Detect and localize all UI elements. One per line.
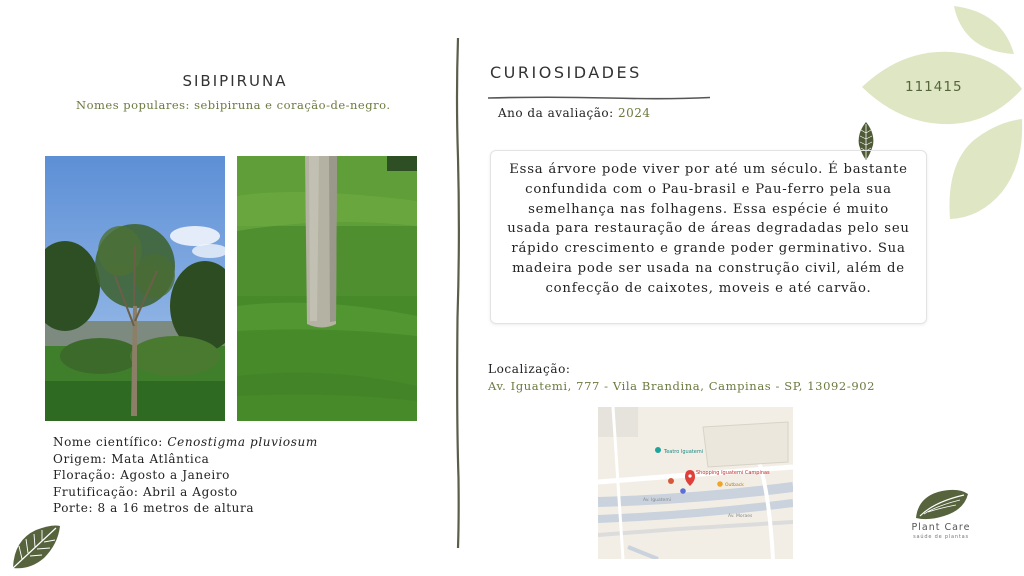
- origin: Origem: Mata Atlântica: [53, 451, 210, 466]
- map-label-road2: Av. Moraes: [728, 514, 753, 519]
- map-label-theater: Teatro Iguatemi: [664, 449, 704, 455]
- curiosities-title: CURIOSIDADES: [490, 63, 642, 82]
- evaluation-year: Ano da avaliação: 2024: [498, 106, 651, 120]
- flowering: Floração: Agosto a Janeiro: [53, 468, 230, 482]
- plant-details: [53, 434, 318, 517]
- scientific-name: Nome científico: Cenostigma pluviosum: [53, 435, 318, 449]
- scientific-name-value: Cenostigma pluviosum: [167, 435, 318, 449]
- map-label-outback: Outback: [725, 483, 744, 488]
- size: Porte: 8 a 16 metros de altura: [53, 501, 255, 515]
- location-map[interactable]: [598, 407, 793, 559]
- tree-photo: [45, 156, 225, 421]
- plant-title: SIBIPIRUNA: [182, 72, 288, 90]
- brand-name: Plant Care: [911, 522, 971, 533]
- curiosities-text: Essa árvore pode viver por até um século. É bastante confundida com o Pau-brasil e Pau-ferro pela sua semelhança nas folhagens. Essa espécie é muito usada para restauração de áreas degradadas pelo seu rápido crescimento e grande poder germinativo. Sua madeira pode ser usada na construção civil, além de confecção de caixotes, moveis e até carvão.: [490, 150, 927, 324]
- trunk-photo: [237, 156, 417, 421]
- evaluation-year-value: 2024: [617, 106, 651, 120]
- fruiting: Frutificação: Abril a Agosto: [53, 484, 238, 499]
- location-label: Localização:: [488, 362, 571, 376]
- brand-tagline: saúde de plantas: [913, 534, 969, 540]
- leaves-decoration-icon: [862, 4, 1024, 228]
- curiosities-underline: [488, 86, 710, 92]
- column-divider: [455, 38, 461, 548]
- location-address[interactable]: Av. Iguatemi, 777 - Vila Brandina, Campinas - SP, 13092-902: [488, 379, 876, 393]
- leaf-decoration-icon: [10, 522, 62, 574]
- map-label-shopping: Shopping Iguatemi Campinas: [696, 470, 770, 476]
- popular-names: Nomes populares: sebipiruna e coração-de-negro.: [76, 98, 391, 112]
- tree-code: 111415: [905, 79, 963, 95]
- map-label-road1: Av. Iguatemi: [643, 498, 671, 503]
- plant-care-logo-icon: [914, 488, 970, 524]
